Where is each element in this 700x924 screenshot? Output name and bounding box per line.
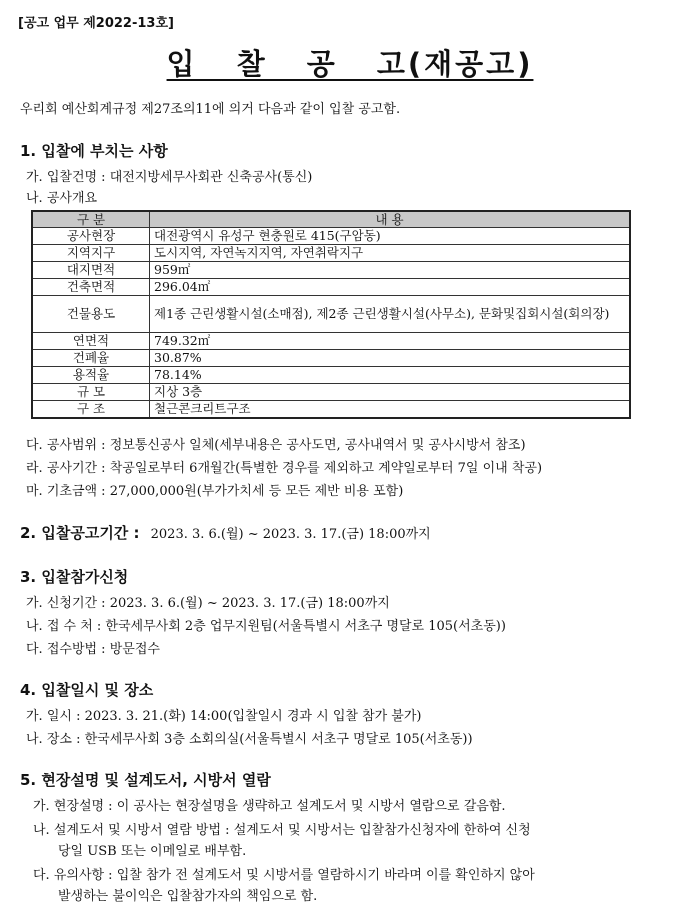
row-value: 30.87%	[150, 350, 631, 367]
project-overview-table	[31, 210, 631, 419]
section4-heading: 4. 입찰일시 및 장소	[20, 681, 154, 699]
table-row	[32, 401, 630, 419]
row-label: 건축면적	[32, 279, 150, 296]
table-header-row	[32, 211, 630, 228]
section1-item-ra: 라. 공사기간 : 착공일로부터 6개월간(특별한 경우를 제외하고 계약일로부터 7일 이내 착공)	[26, 461, 543, 476]
table-row	[32, 228, 630, 245]
row-value: 959㎡	[150, 262, 631, 279]
section5-item-na-line2: 당일 USB 또는 이메일로 배부함.	[58, 844, 247, 859]
row-label: 연면적	[32, 333, 150, 350]
document-title-text: 입 찰 공 고(재공고)	[166, 47, 534, 81]
section2-period: 2023. 3. 6.(월) ~ 2023. 3. 17.(금) 18:00까지	[150, 527, 431, 542]
intro-text: 우리회 예산회계규정 제27조의11에 의거 다음과 같이 입찰 공고함.	[20, 102, 401, 117]
table-row	[32, 245, 630, 262]
section3-item-na: 나. 접 수 처 : 한국세무사회 2층 업무지원팀(서울특별시 서초구 명달로 105(서초동))	[26, 619, 506, 634]
section3-item-ga: 가. 신청기간 : 2023. 3. 6.(월) ~ 2023. 3. 17.(금) 18:00까지	[26, 596, 390, 611]
table-row	[32, 384, 630, 401]
section1-item-da: 다. 공사범위 : 정보통신공사 일체(세부내용은 공사도면, 공사내역서 및 공사시방서 참조)	[26, 438, 526, 453]
section5-item-da-line2: 발생하는 불이익은 입찰참가자의 책임으로 함.	[58, 889, 318, 904]
row-value: 749.32㎡	[150, 333, 631, 350]
section1-item-ga: 가. 입찰건명 : 대전지방세무사회관 신축공사(통신)	[26, 170, 313, 185]
section1-heading: 1. 입찰에 부치는 사항	[20, 142, 168, 160]
document-title	[0, 42, 700, 83]
section5-heading: 5. 현장설명 및 설계도서, 시방서 열람	[20, 771, 271, 789]
row-label: 규 모	[32, 384, 150, 401]
section5-item-da-line1: 다. 유의사항 : 입찰 참가 전 설계도서 및 시방서를 열람하시기 바라며 이를 확인하지 않아	[33, 868, 535, 883]
table-row	[32, 333, 630, 350]
section2-heading: 2. 입찰공고기간 :	[20, 524, 140, 542]
table-row	[32, 279, 630, 296]
section3-heading: 3. 입찰참가신청	[20, 568, 129, 586]
row-value: 지상 3층	[150, 384, 631, 401]
row-value: 78.14%	[150, 367, 631, 384]
row-label: 건물용도	[32, 296, 150, 333]
section1-item-ma: 마. 기초금액 : 27,000,000원(부가가치세 등 모든 제반 비용 포함)	[26, 484, 404, 499]
section1-item-na: 나. 공사개요	[26, 191, 98, 206]
row-label: 건폐율	[32, 350, 150, 367]
row-value: 296.04㎡	[150, 279, 631, 296]
section2-line	[20, 522, 431, 543]
row-label: 용적율	[32, 367, 150, 384]
row-value: 제1종 근린생활시설(소매점), 제2종 근린생활시설(사무소), 문화및집회시설(회의장)	[150, 296, 631, 333]
section4-item-na: 나. 장소 : 한국세무사회 3층 소회의실(서울특별시 서초구 명달로 105(서초동))	[26, 732, 473, 747]
table-header-label: 구 분	[32, 211, 150, 228]
row-value: 도시지역, 자연녹지지역, 자연취락지구	[150, 245, 631, 262]
row-value: 대전광역시 유성구 현충원로 415(구암동)	[150, 228, 631, 245]
row-value: 철근콘크리트구조	[150, 401, 631, 419]
section3-item-da: 다. 접수방법 : 방문접수	[26, 642, 160, 657]
row-label: 구 조	[32, 401, 150, 419]
section4-item-ga: 가. 일시 : 2023. 3. 21.(화) 14:00(입찰일시 경과 시 입찰 참가 불가)	[26, 709, 422, 724]
section5-item-na-line1: 나. 설계도서 및 시방서 열람 방법 : 설계도서 및 시방서는 입찰참가신청자에 한하여 신청	[33, 823, 531, 838]
notice-number: [공고 업무 제2022-13호]	[18, 16, 174, 31]
table-row	[32, 350, 630, 367]
table-row	[32, 296, 630, 333]
row-label: 공사현장	[32, 228, 150, 245]
table-row	[32, 367, 630, 384]
section5-item-ga: 가. 현장설명 : 이 공사는 현장설명을 생략하고 설계도서 및 시방서 열람으로 갈음함.	[33, 799, 506, 814]
row-label: 지역지구	[32, 245, 150, 262]
table-row	[32, 262, 630, 279]
row-label: 대지면적	[32, 262, 150, 279]
table-header-content: 내 용	[150, 211, 631, 228]
